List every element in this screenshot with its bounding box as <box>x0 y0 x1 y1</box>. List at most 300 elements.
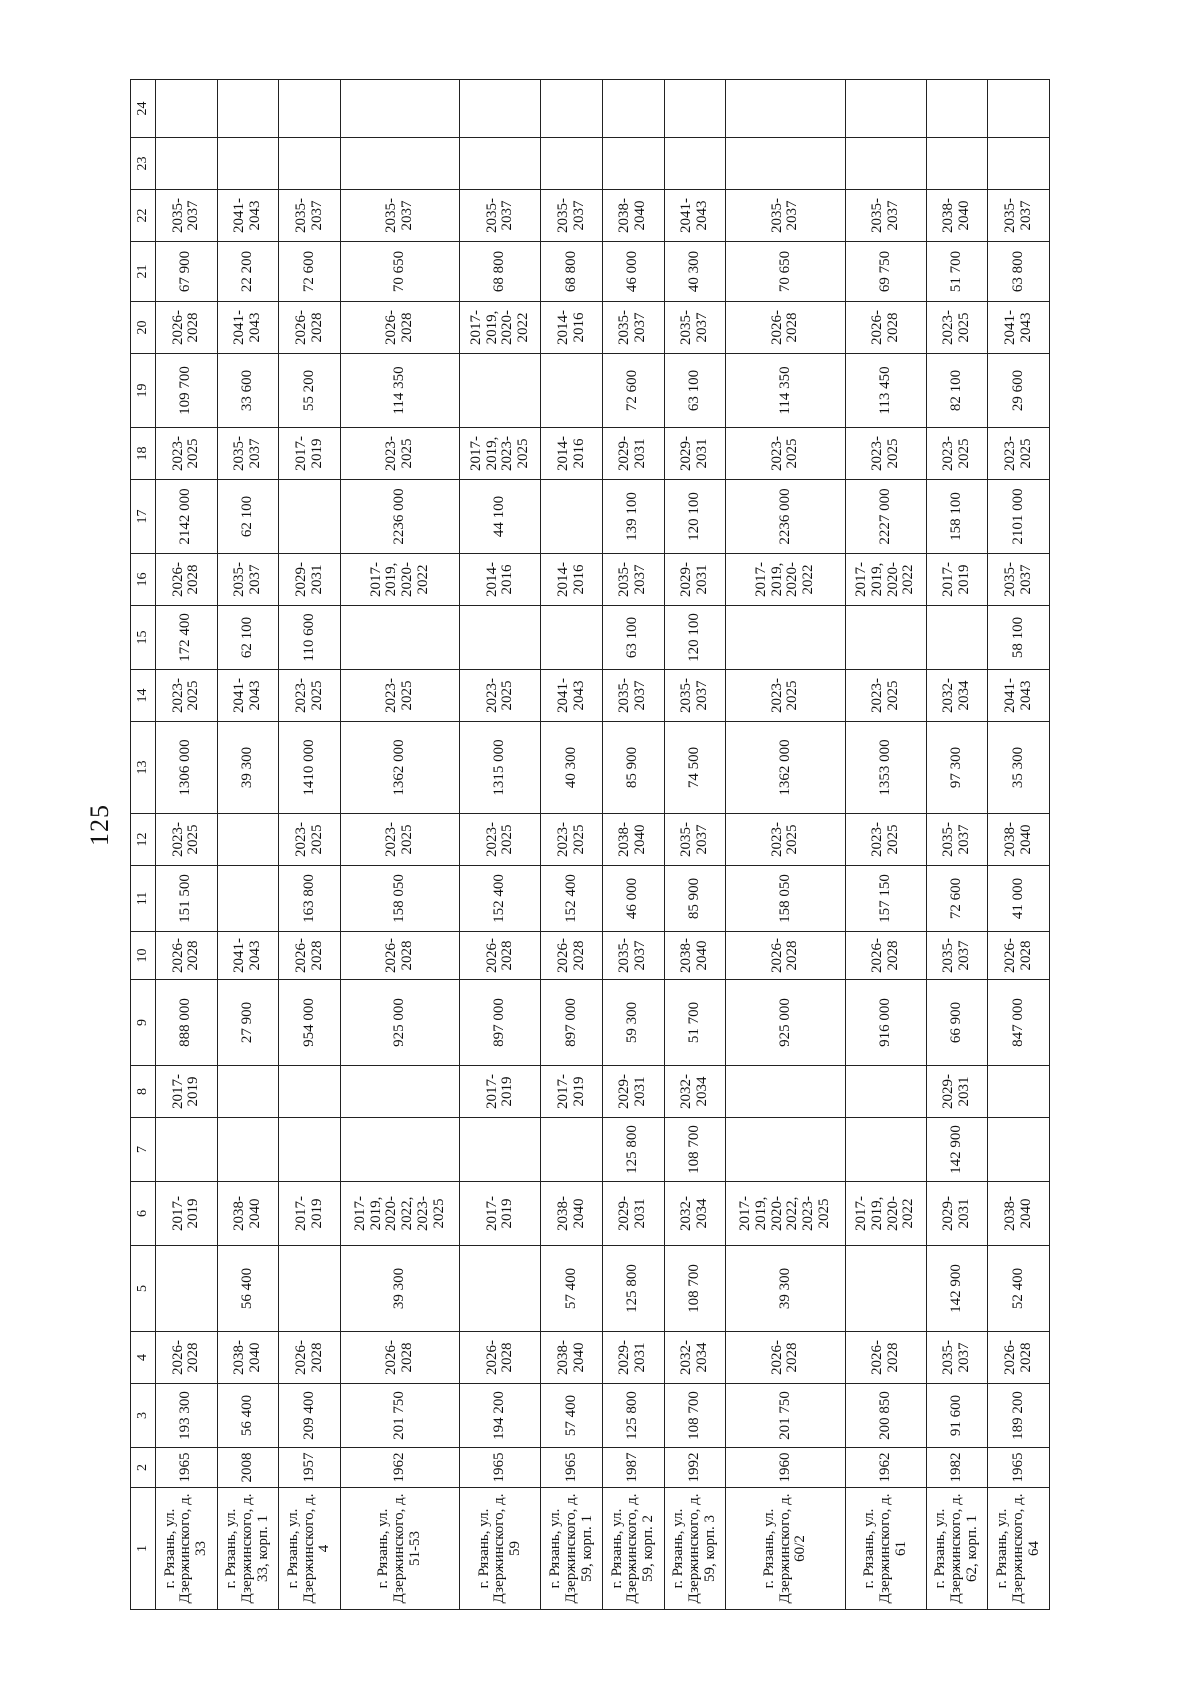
table-cell: 2017-2019, 2020-2022 <box>340 554 460 606</box>
table-cell: 2038-2040 <box>217 1182 279 1246</box>
table-cell: 108 700 <box>664 1384 726 1448</box>
table-cell: 2023-2025 <box>845 428 926 480</box>
address-cell: г. Рязань, ул. Дзержинского, д. 51-53 <box>340 1488 460 1610</box>
table-row <box>541 80 603 1610</box>
table-cell: 2032-2034 <box>664 1066 726 1118</box>
table-cell: 2035-2037 <box>988 554 1050 606</box>
table-cell: 2008 <box>217 1448 279 1488</box>
table-cell: 2023-2025 <box>988 428 1050 480</box>
column-header: 23 <box>131 138 156 190</box>
table-cell: 1362 000 <box>726 722 846 814</box>
table-cell: 70 650 <box>726 242 846 302</box>
table-cell: 157 150 <box>845 866 926 932</box>
table-cell: 925 000 <box>340 980 460 1066</box>
table-cell: 56 400 <box>217 1384 279 1448</box>
table-cell: 46 000 <box>602 866 664 932</box>
table-cell: 2017-2019, 2020-2022 <box>726 554 846 606</box>
table-cell: 2029-2031 <box>279 554 341 606</box>
table-cell: 120 100 <box>664 606 726 670</box>
table-cell: 2014-2016 <box>541 554 603 606</box>
address-cell: г. Рязань, ул. Дзержинского, д. 64 <box>988 1488 1050 1610</box>
table-cell <box>460 1118 541 1182</box>
table-cell: 109 700 <box>156 354 218 428</box>
table-cell: 897 000 <box>541 980 603 1066</box>
column-header: 20 <box>131 302 156 354</box>
table-cell: 2026-2028 <box>460 1332 541 1384</box>
table-cell: 139 100 <box>602 480 664 554</box>
table-cell: 2035-2037 <box>926 814 988 866</box>
table-cell: 2029-2031 <box>926 1066 988 1118</box>
table-cell <box>541 606 603 670</box>
table-cell <box>988 1118 1050 1182</box>
table-cell: 2038-2040 <box>217 1332 279 1384</box>
table-cell: 201 750 <box>340 1384 460 1448</box>
table-cell <box>340 138 460 190</box>
column-header: 12 <box>131 814 156 866</box>
column-header: 22 <box>131 190 156 242</box>
table-cell <box>926 138 988 190</box>
table-cell: 2029-2031 <box>602 1182 664 1246</box>
table-cell <box>602 138 664 190</box>
table-cell: 63 800 <box>988 242 1050 302</box>
table-cell <box>541 138 603 190</box>
table-cell: 57 400 <box>541 1246 603 1332</box>
column-header: 7 <box>131 1118 156 1182</box>
address-cell: г. Рязань, ул. Дзержинского, д. 33, корп. 1 <box>217 1488 279 1610</box>
table-cell: 2035-2037 <box>926 1332 988 1384</box>
table-cell: 72 600 <box>602 354 664 428</box>
table-cell: 2017-2019, 2020-2022 <box>845 554 926 606</box>
table-cell: 2029-2031 <box>602 1332 664 1384</box>
table-cell: 68 800 <box>541 242 603 302</box>
column-header: 15 <box>131 606 156 670</box>
table-cell: 925 000 <box>726 980 846 1066</box>
table-cell: 2026-2028 <box>726 302 846 354</box>
address-cell: г. Рязань, ул. Дзержинского, д. 59, корп. 3 <box>664 1488 726 1610</box>
table-cell: 57 400 <box>541 1384 603 1448</box>
table-cell: 2041-2043 <box>988 302 1050 354</box>
table-cell: 125 800 <box>602 1118 664 1182</box>
table-cell: 114 350 <box>726 354 846 428</box>
table-cell: 2038-2040 <box>988 814 1050 866</box>
table-cell: 2038-2040 <box>988 1182 1050 1246</box>
table-cell <box>340 606 460 670</box>
table-cell: 2026-2028 <box>279 932 341 980</box>
column-header: 21 <box>131 242 156 302</box>
table-cell: 2032-2034 <box>664 1182 726 1246</box>
table-cell: 51 700 <box>926 242 988 302</box>
table-cell: 2029-2031 <box>602 428 664 480</box>
table-cell: 27 900 <box>217 980 279 1066</box>
table-cell: 2023-2025 <box>926 428 988 480</box>
table-cell: 62 100 <box>217 480 279 554</box>
address-cell: г. Рязань, ул. Дзержинского, д. 60/2 <box>726 1488 846 1610</box>
table-cell <box>845 1118 926 1182</box>
table-cell: 69 750 <box>845 242 926 302</box>
table-cell: 63 100 <box>602 606 664 670</box>
table-row <box>988 80 1050 1610</box>
column-header: 19 <box>131 354 156 428</box>
table-cell <box>664 80 726 138</box>
table-cell: 1965 <box>156 1448 218 1488</box>
table-cell: 193 300 <box>156 1384 218 1448</box>
table-cell: 2035-2037 <box>726 190 846 242</box>
table-cell: 2023-2025 <box>726 670 846 722</box>
table-cell: 1960 <box>726 1448 846 1488</box>
table-cell: 33 600 <box>217 354 279 428</box>
header-row <box>131 80 156 1610</box>
table-cell: 2026-2028 <box>279 302 341 354</box>
table-cell: 2035-2037 <box>602 932 664 980</box>
rotated-table-container <box>130 80 1050 1610</box>
table-cell: 2038-2040 <box>541 1332 603 1384</box>
page-number: 125 <box>85 804 114 846</box>
table-cell: 72 600 <box>279 242 341 302</box>
table-cell <box>726 1066 846 1118</box>
table-cell: 200 850 <box>845 1384 926 1448</box>
table-cell: 2041-2043 <box>217 302 279 354</box>
table-cell: 2035-2037 <box>541 190 603 242</box>
table-cell: 39 300 <box>340 1246 460 1332</box>
address-cell: г. Рязань, ул. Дзержинского, д. 4 <box>279 1488 341 1610</box>
column-header: 13 <box>131 722 156 814</box>
table-cell: 2041-2043 <box>217 670 279 722</box>
table-cell: 2026-2028 <box>340 1332 460 1384</box>
table-cell: 2023-2025 <box>340 670 460 722</box>
table-cell: 2227 000 <box>845 480 926 554</box>
table-cell: 2026-2028 <box>340 932 460 980</box>
table-cell: 46 000 <box>602 242 664 302</box>
table-cell <box>340 80 460 138</box>
table-cell: 1987 <box>602 1448 664 1488</box>
table-cell: 2026-2028 <box>460 932 541 980</box>
table-cell: 110 600 <box>279 606 341 670</box>
data-table <box>130 79 1050 1610</box>
table-cell: 2023-2025 <box>340 428 460 480</box>
table-cell: 2236 000 <box>726 480 846 554</box>
table-cell: 55 200 <box>279 354 341 428</box>
table-cell: 2017-2019 <box>156 1182 218 1246</box>
table-cell: 63 100 <box>664 354 726 428</box>
table-cell: 2017-2019 <box>279 428 341 480</box>
table-cell: 2017-2019 <box>926 554 988 606</box>
table-cell: 2101 000 <box>988 480 1050 554</box>
table-cell: 51 700 <box>664 980 726 1066</box>
table-cell: 40 300 <box>664 242 726 302</box>
table-cell: 2035-2037 <box>217 428 279 480</box>
table-cell: 2017-2019 <box>156 1066 218 1118</box>
table-cell: 158 050 <box>726 866 846 932</box>
table-cell: 2026-2028 <box>156 302 218 354</box>
table-cell: 2142 000 <box>156 480 218 554</box>
table-cell: 39 300 <box>217 722 279 814</box>
table-cell <box>217 138 279 190</box>
address-cell: г. Рязань, ул. Дзержинского, д. 61 <box>845 1488 926 1610</box>
table-row <box>664 80 726 1610</box>
table-cell: 2023-2025 <box>460 814 541 866</box>
table-cell: 2014-2016 <box>541 302 603 354</box>
table-cell: 2035-2037 <box>845 190 926 242</box>
column-header: 8 <box>131 1066 156 1118</box>
table-cell: 39 300 <box>726 1246 846 1332</box>
table-cell <box>217 814 279 866</box>
address-cell: г. Рязань, ул. Дзержинского, д. 59, корп. 1 <box>541 1488 603 1610</box>
table-cell: 209 400 <box>279 1384 341 1448</box>
table-cell <box>988 80 1050 138</box>
table-cell <box>279 480 341 554</box>
table-cell: 2026-2028 <box>156 932 218 980</box>
table-cell: 2041-2043 <box>664 190 726 242</box>
table-row <box>279 80 341 1610</box>
table-cell: 2023-2025 <box>156 670 218 722</box>
table-cell: 52 400 <box>988 1246 1050 1332</box>
table-cell: 120 100 <box>664 480 726 554</box>
table-cell: 2029-2031 <box>664 428 726 480</box>
table-cell: 152 400 <box>460 866 541 932</box>
table-cell: 2023-2025 <box>726 814 846 866</box>
table-cell <box>279 1118 341 1182</box>
table-cell: 41 000 <box>988 866 1050 932</box>
table-cell: 2026-2028 <box>156 1332 218 1384</box>
table-cell <box>279 1066 341 1118</box>
table-cell: 2029-2031 <box>602 1066 664 1118</box>
table-cell <box>460 138 541 190</box>
table-cell <box>460 606 541 670</box>
table-cell: 142 900 <box>926 1118 988 1182</box>
table-cell: 2017-2019 <box>460 1182 541 1246</box>
table-cell: 163 800 <box>279 866 341 932</box>
table-cell: 2026-2028 <box>988 1332 1050 1384</box>
table-cell: 142 900 <box>926 1246 988 1332</box>
column-header: 5 <box>131 1246 156 1332</box>
table-cell: 158 050 <box>340 866 460 932</box>
column-header: 11 <box>131 866 156 932</box>
address-cell: г. Рязань, ул. Дзержинского, д. 59 <box>460 1488 541 1610</box>
table-cell: 2014-2016 <box>541 428 603 480</box>
table-cell: 2035-2037 <box>156 190 218 242</box>
table-cell <box>926 606 988 670</box>
table-cell: 2038-2040 <box>602 814 664 866</box>
table-cell <box>602 80 664 138</box>
column-header: 3 <box>131 1384 156 1448</box>
table-cell: 888 000 <box>156 980 218 1066</box>
address-cell: г. Рязань, ул. Дзержинского, д. 62, корп. 1 <box>926 1488 988 1610</box>
table-cell: 125 800 <box>602 1246 664 1332</box>
table-cell: 2035-2037 <box>926 932 988 980</box>
column-header: 18 <box>131 428 156 480</box>
column-header: 1 <box>131 1488 156 1610</box>
table-cell: 1992 <box>664 1448 726 1488</box>
table-cell <box>726 606 846 670</box>
table-cell: 2035-2037 <box>988 190 1050 242</box>
column-header: 24 <box>131 80 156 138</box>
table-cell: 2029-2031 <box>664 554 726 606</box>
column-header: 17 <box>131 480 156 554</box>
table-cell: 2026-2028 <box>340 302 460 354</box>
address-cell: г. Рязань, ул. Дзержинского, д. 33 <box>156 1488 218 1610</box>
table-cell: 2236 000 <box>340 480 460 554</box>
table-cell: 194 200 <box>460 1384 541 1448</box>
table-cell <box>541 1118 603 1182</box>
table-cell: 29 600 <box>988 354 1050 428</box>
table-cell: 1957 <box>279 1448 341 1488</box>
table-cell: 2026-2028 <box>541 932 603 980</box>
table-row <box>602 80 664 1610</box>
table-cell: 2023-2025 <box>460 670 541 722</box>
table-cell: 2017-2019, 2023-2025 <box>460 428 541 480</box>
table-cell <box>988 1066 1050 1118</box>
table-cell: 91 600 <box>926 1384 988 1448</box>
table-cell: 1962 <box>845 1448 926 1488</box>
table-cell: 2026-2028 <box>726 932 846 980</box>
column-header: 14 <box>131 670 156 722</box>
table-cell <box>845 606 926 670</box>
table-cell <box>845 1066 926 1118</box>
table-cell <box>541 80 603 138</box>
table-cell: 2035-2037 <box>602 302 664 354</box>
table-cell: 1306 000 <box>156 722 218 814</box>
table-cell: 68 800 <box>460 242 541 302</box>
table-cell: 2023-2025 <box>845 814 926 866</box>
table-cell: 62 100 <box>217 606 279 670</box>
column-header: 9 <box>131 980 156 1066</box>
table-cell: 108 700 <box>664 1118 726 1182</box>
table-cell: 897 000 <box>460 980 541 1066</box>
table-cell: 59 300 <box>602 980 664 1066</box>
table-cell: 1965 <box>541 1448 603 1488</box>
table-cell: 108 700 <box>664 1246 726 1332</box>
table-cell: 2035-2037 <box>664 670 726 722</box>
table-cell: 1315 000 <box>460 722 541 814</box>
table-cell: 2029-2031 <box>926 1182 988 1246</box>
table-cell: 847 000 <box>988 980 1050 1066</box>
table-cell: 56 400 <box>217 1246 279 1332</box>
table-cell: 2023-2025 <box>279 814 341 866</box>
table-cell <box>845 138 926 190</box>
table-cell: 2017-2019, 2020-2022, 2023-2025 <box>726 1182 846 1246</box>
table-row <box>460 80 541 1610</box>
table-cell <box>726 138 846 190</box>
table-cell <box>726 80 846 138</box>
table-cell: 2035-2037 <box>279 190 341 242</box>
table-cell <box>340 1118 460 1182</box>
table-cell: 2038-2040 <box>602 190 664 242</box>
table-row <box>926 80 988 1610</box>
table-cell <box>279 1246 341 1332</box>
table-cell: 22 200 <box>217 242 279 302</box>
table-cell: 1410 000 <box>279 722 341 814</box>
table-cell: 2035-2037 <box>602 554 664 606</box>
table-cell: 2026-2028 <box>845 932 926 980</box>
table-cell <box>845 1246 926 1332</box>
table-cell: 2026-2028 <box>845 1332 926 1384</box>
column-header: 10 <box>131 932 156 980</box>
column-header: 2 <box>131 1448 156 1488</box>
table-cell <box>926 80 988 138</box>
column-header: 4 <box>131 1332 156 1384</box>
table-cell <box>156 1246 218 1332</box>
table-cell: 2041-2043 <box>217 932 279 980</box>
table-cell: 2026-2028 <box>845 302 926 354</box>
table-cell <box>664 138 726 190</box>
table-cell <box>217 80 279 138</box>
table-cell <box>217 1066 279 1118</box>
table-cell: 70 650 <box>340 242 460 302</box>
table-cell <box>845 80 926 138</box>
column-header: 16 <box>131 554 156 606</box>
column-header: 6 <box>131 1182 156 1246</box>
table-cell <box>541 354 603 428</box>
table-cell: 58 100 <box>988 606 1050 670</box>
table-cell: 2035-2037 <box>602 670 664 722</box>
table-cell <box>217 866 279 932</box>
address-cell: г. Рязань, ул. Дзержинского, д. 59, корп. 2 <box>602 1488 664 1610</box>
table-cell: 2017-2019, 2020-2022, 2023-2025 <box>340 1182 460 1246</box>
table-cell: 82 100 <box>926 354 988 428</box>
table-cell: 1965 <box>988 1448 1050 1488</box>
table-cell: 2035-2037 <box>460 190 541 242</box>
table-cell: 44 100 <box>460 480 541 554</box>
table-cell <box>460 1246 541 1332</box>
table-cell <box>460 354 541 428</box>
table-cell: 2023-2025 <box>926 302 988 354</box>
table-cell: 2023-2025 <box>845 670 926 722</box>
table-cell: 2026-2028 <box>156 554 218 606</box>
table-cell: 2041-2043 <box>541 670 603 722</box>
table-cell: 67 900 <box>156 242 218 302</box>
table-cell: 1362 000 <box>340 722 460 814</box>
table-cell: 114 350 <box>340 354 460 428</box>
table-row <box>340 80 460 1610</box>
table-cell: 2023-2025 <box>156 428 218 480</box>
table-cell <box>988 138 1050 190</box>
table-cell: 66 900 <box>926 980 988 1066</box>
table-row <box>726 80 846 1610</box>
table-cell: 1962 <box>340 1448 460 1488</box>
table-cell: 2041-2043 <box>217 190 279 242</box>
table-cell: 916 000 <box>845 980 926 1066</box>
table-cell: 2026-2028 <box>726 1332 846 1384</box>
table-row <box>217 80 279 1610</box>
table-cell: 97 300 <box>926 722 988 814</box>
table-cell: 85 900 <box>664 866 726 932</box>
table-cell <box>156 138 218 190</box>
table-cell: 158 100 <box>926 480 988 554</box>
table-cell: 2032-2034 <box>664 1332 726 1384</box>
table-cell: 151 500 <box>156 866 218 932</box>
table-cell <box>541 480 603 554</box>
table-cell: 2017-2019 <box>541 1066 603 1118</box>
table-cell: 2023-2025 <box>541 814 603 866</box>
table-cell: 2014-2016 <box>460 554 541 606</box>
table-cell: 2032-2034 <box>926 670 988 722</box>
table-cell: 1982 <box>926 1448 988 1488</box>
table-cell: 2023-2025 <box>156 814 218 866</box>
table-cell: 2023-2025 <box>726 428 846 480</box>
table-cell: 1353 000 <box>845 722 926 814</box>
table-cell: 189 200 <box>988 1384 1050 1448</box>
table-cell: 2017-2019, 2020-2022 <box>845 1182 926 1246</box>
table-cell: 2038-2040 <box>664 932 726 980</box>
table-cell <box>460 80 541 138</box>
table-cell: 954 000 <box>279 980 341 1066</box>
table-cell: 2023-2025 <box>340 814 460 866</box>
table-cell: 2026-2028 <box>988 932 1050 980</box>
table-cell <box>279 80 341 138</box>
table-cell: 2017-2019, 2020-2022 <box>460 302 541 354</box>
table-cell: 35 300 <box>988 722 1050 814</box>
table-cell: 2035-2037 <box>340 190 460 242</box>
